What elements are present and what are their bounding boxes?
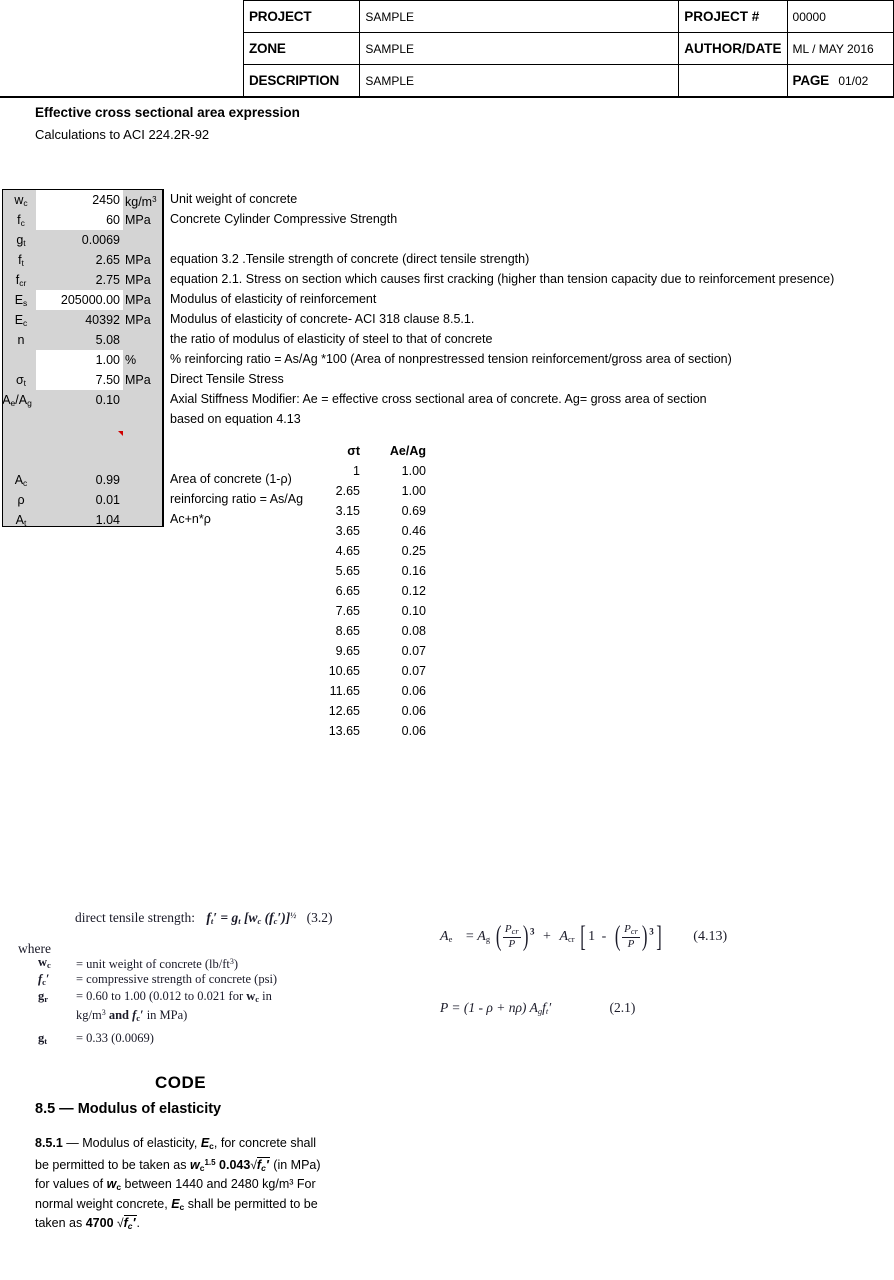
parameter-symbol: $w_c$ bbox=[14, 193, 28, 208]
parameter-description: reinforcing ratio = As/Ag bbox=[170, 492, 304, 506]
ae-ag-value-cell: 0.10 bbox=[401, 604, 426, 618]
ae-ag-value-cell: 0.07 bbox=[401, 644, 426, 658]
where-symbol-wc: $w_c$ bbox=[38, 955, 51, 970]
ae-ag-value-cell: 0.06 bbox=[401, 724, 426, 738]
equation-3-2-body: $f_t' = g_t$ [$w_c$ $(f_c')]^{\frac{1}{2}}$ bbox=[206, 910, 297, 926]
parameter-description: the ratio of modulus of elasticity of steel to that of concrete bbox=[170, 332, 493, 346]
where-text-gr: = 0.60 to 1.00 (0.012 to 0.021 for $w_c$ in bbox=[76, 989, 272, 1004]
parameter-unit: $kg/m^3$ bbox=[125, 195, 157, 209]
parameter-description: % reinforcing ratio = As/Ag *100 (Area of nonprestressed tension reinforcement/gross area of section) bbox=[170, 352, 732, 366]
where-row bbox=[30, 955, 277, 972]
title-block-value-zone[interactable]: SAMPLE bbox=[360, 33, 679, 65]
parameter-description: Ac+n*ρ bbox=[170, 512, 211, 526]
code-clause-number: 8.5.1 bbox=[35, 1136, 63, 1150]
sigma-column-header: σt bbox=[347, 444, 360, 458]
equation-2-1 bbox=[440, 1000, 635, 1016]
where-symbol-gt: $g_t$ bbox=[38, 1031, 48, 1046]
parameter-value[interactable]: 2450 bbox=[92, 193, 120, 207]
equation-4-13: $A_e = A_g$ ( $\frac{P_{cr}}{P}$ ) $^3 + A_{cr}$ [ 1 - ( $\frac{P_{cr}}{P}$ ) $^3$] (4.13) bbox=[440, 920, 728, 953]
title-block-value-description[interactable]: SAMPLE bbox=[360, 65, 679, 97]
sigma-value-cell: 6.65 bbox=[335, 584, 360, 598]
code-section-heading: 8.5 — Modulus of elasticity bbox=[35, 1101, 222, 1117]
where-symbol-fc: $f_c'$ bbox=[38, 972, 50, 987]
where-text-gr-cont: $kg/m^3$ and $f_c'$ in MPa) bbox=[76, 1008, 188, 1023]
parameter-symbol: $f_{cr}$ bbox=[15, 273, 27, 288]
parameter-description: Area of concrete (1-ρ) bbox=[170, 472, 292, 486]
equation-4-13-number: (4.13) bbox=[693, 929, 728, 945]
code-title: CODE bbox=[155, 1073, 207, 1092]
equation-2-1-body: P = (1 - ρ + nρ) $A_gf_t'$ bbox=[440, 1000, 552, 1016]
title-block-label-zone: ZONE bbox=[244, 33, 360, 65]
parameter-description: Axial Stiffness Modifier: Ae = effective cross sectional area of concrete. Ag= gross area of section bbox=[170, 392, 707, 406]
parameter-description: based on equation 4.13 bbox=[170, 412, 301, 426]
parameter-symbol: $E_c$ bbox=[14, 313, 28, 328]
parameter-value: 5.08 bbox=[95, 333, 120, 347]
parameter-row bbox=[3, 390, 164, 410]
where-text-gt: = 0.33 (0.0069) bbox=[76, 1031, 154, 1045]
page-subtitle: Calculations to ACI 224.2R-92 bbox=[35, 127, 210, 142]
title-block-page[interactable]: PAGE 01/02 bbox=[787, 65, 893, 97]
parameter-grid bbox=[2, 189, 163, 527]
equation-3-2 bbox=[75, 910, 332, 926]
sigma-value-cell: 11.65 bbox=[329, 684, 360, 698]
parameter-unit: MPa bbox=[125, 253, 151, 267]
sigma-value-cell: 13.65 bbox=[328, 724, 360, 738]
where-row bbox=[30, 972, 277, 989]
parameter-row bbox=[3, 370, 164, 390]
parameter-description: Direct Tensile Stress bbox=[170, 372, 284, 386]
sigma-value-cell: 8.65 bbox=[335, 624, 360, 638]
ae-ag-value-cell: 1.00 bbox=[401, 464, 426, 478]
ae-ag-value-cell: 1.00 bbox=[401, 484, 426, 498]
description-column bbox=[163, 189, 894, 527]
ae-ag-value-cell: 0.16 bbox=[401, 564, 426, 578]
title-block-spacer bbox=[679, 65, 787, 97]
sigma-value-cell: 9.65 bbox=[335, 644, 360, 658]
sigma-value-cell: 7.65 bbox=[335, 604, 360, 618]
where-list bbox=[30, 955, 277, 1048]
parameter-unit: MPa bbox=[125, 313, 151, 327]
parameter-row bbox=[3, 410, 164, 430]
sigma-value-cell: 3.65 bbox=[335, 524, 360, 538]
parameter-value: 2.65 bbox=[95, 253, 120, 267]
title-block-row-project bbox=[244, 1, 894, 33]
where-row bbox=[30, 1031, 277, 1048]
parameter-unit: MPa bbox=[125, 273, 151, 287]
parameter-unit: MPa bbox=[125, 373, 151, 387]
parameter-row bbox=[3, 270, 164, 290]
ae-ag-value-cell: 0.06 bbox=[401, 704, 426, 718]
title-block-label-author-date: AUTHOR/DATE bbox=[679, 33, 787, 65]
parameter-value: 0.99 bbox=[95, 473, 120, 487]
sigma-value-cell: 12.65 bbox=[328, 704, 360, 718]
parameter-value: 0.0069 bbox=[81, 233, 120, 247]
equation-2-1-number: (2.1) bbox=[609, 1000, 636, 1015]
sigma-value-cell: 5.65 bbox=[335, 564, 360, 578]
where-row bbox=[30, 989, 277, 1006]
sigma-value-cell: 1 bbox=[353, 464, 360, 478]
parameter-unit: % bbox=[125, 353, 137, 367]
parameter-value: 0.10 bbox=[95, 393, 120, 407]
parameter-value: 1.04 bbox=[95, 513, 120, 527]
ae-ag-value-cell: 0.46 bbox=[401, 524, 426, 538]
title-block bbox=[243, 0, 894, 97]
title-block-label-project: PROJECT bbox=[244, 1, 360, 33]
parameter-symbol: $E_s$ bbox=[14, 293, 28, 308]
title-block-value-project-no[interactable]: 00000 bbox=[787, 1, 893, 33]
parameter-row bbox=[3, 330, 164, 350]
parameter-row bbox=[3, 430, 164, 450]
where-label: where bbox=[18, 941, 51, 956]
title-block-value-author-date[interactable]: ML / MAY 2016 bbox=[787, 33, 893, 65]
ae-ag-value-cell: 0.08 bbox=[401, 624, 426, 638]
sqrt-fc-icon: $√f_c'$ bbox=[250, 1157, 269, 1173]
parameter-row bbox=[3, 490, 164, 510]
equation-3-2-number: (3.2) bbox=[306, 910, 333, 925]
title-block-row-description bbox=[244, 65, 894, 97]
ae-ag-value-cell: 0.07 bbox=[401, 664, 426, 678]
parameter-row bbox=[3, 230, 164, 250]
ae-ag-value-cell: 0.69 bbox=[401, 504, 426, 518]
parameter-unit: MPa bbox=[125, 213, 151, 227]
header-divider bbox=[0, 96, 894, 98]
parameter-symbol: $A_c$ bbox=[14, 473, 28, 488]
sigma-value-cell: 4.65 bbox=[335, 544, 360, 558]
sigma-value-cell: 2.65 bbox=[335, 484, 360, 498]
parameter-symbol: ρ bbox=[17, 493, 25, 507]
parameter-description: equation 2.1. Stress on section which causes first cracking (higher than tension capacity due to reinforcement presence) bbox=[170, 272, 835, 286]
parameter-description: Modulus of elasticity of reinforcement bbox=[170, 292, 377, 306]
parameter-row bbox=[3, 470, 164, 490]
parameter-symbol: $A_t$ bbox=[15, 513, 27, 528]
parameter-unit: MPa bbox=[125, 293, 151, 307]
where-symbol-gr: $g_r$ bbox=[38, 989, 49, 1004]
parameter-row bbox=[3, 350, 164, 370]
parameter-value[interactable]: 7.50 bbox=[95, 373, 120, 387]
parameter-symbol: n bbox=[17, 333, 25, 347]
parameter-row bbox=[3, 190, 164, 210]
title-block-label-project-no: PROJECT # bbox=[679, 1, 787, 33]
parameter-row bbox=[3, 310, 164, 330]
parameter-symbol: $A_e/A_g$ bbox=[2, 393, 32, 408]
parameter-value: 0.01 bbox=[95, 493, 120, 507]
ae-ag-value-cell: 0.12 bbox=[401, 584, 426, 598]
sqrt-fc-icon-2: $√f_c'$ bbox=[117, 1216, 136, 1231]
parameter-value[interactable]: 60 bbox=[106, 213, 120, 227]
ae-ag-value-cell: 0.06 bbox=[401, 684, 426, 698]
parameter-symbol: $f_c$ bbox=[17, 213, 25, 228]
sigma-value-cell: 10.65 bbox=[328, 664, 360, 678]
parameter-value: 40392 bbox=[85, 313, 120, 327]
parameter-symbol: $f_t$ bbox=[18, 253, 24, 268]
where-text-fc: = compressive strength of concrete (psi) bbox=[76, 972, 278, 986]
parameter-value: 2.75 bbox=[95, 273, 120, 287]
parameter-description: Unit weight of concrete bbox=[170, 192, 298, 206]
code-section-body: 8.5.1 — Modulus of elasticity, $E_c$, for concrete shall be permitted to be taken as $w_c^{1.5}$ $0.043√f_c'$ (in MPa) for values of $w_c$ between 1440 and 2480 kg/m³ For normal weight concrete, $E_c$ shall be permitted to be taken as 4700 $√f_c'$. bbox=[35, 1135, 325, 1235]
parameter-row bbox=[3, 250, 164, 270]
title-block-value-project[interactable]: SAMPLE bbox=[360, 1, 679, 33]
title-block-label-description: DESCRIPTION bbox=[244, 65, 360, 97]
where-text-wc: = unit weight of concrete $(lb/ft^3)$ bbox=[76, 957, 239, 971]
parameter-symbol: $\sigma_t$ bbox=[15, 373, 27, 388]
page-title: Effective cross sectional area expression bbox=[35, 105, 300, 120]
parameter-symbol: $g_t$ bbox=[16, 233, 26, 248]
parameter-row bbox=[3, 290, 164, 310]
equation-3-2-label: direct tensile strength: bbox=[75, 910, 195, 925]
ae-ag-column-header: Ae/Ag bbox=[389, 444, 426, 458]
parameter-row bbox=[3, 210, 164, 230]
parameter-row bbox=[3, 450, 164, 470]
ae-ag-value-cell: 0.25 bbox=[401, 544, 426, 558]
parameter-description: Concrete Cylinder Compressive Strength bbox=[170, 212, 398, 226]
parameter-value[interactable]: 1.00 bbox=[95, 353, 120, 367]
title-block-row-zone bbox=[244, 33, 894, 65]
parameter-row bbox=[3, 510, 164, 530]
parameter-value[interactable]: 205000.00 bbox=[60, 293, 120, 307]
parameter-description: Modulus of elasticity of concrete- ACI 318 clause 8.5.1. bbox=[170, 312, 475, 326]
parameter-description: equation 3.2 .Tensile strength of concrete (direct tensile strength) bbox=[170, 252, 530, 266]
sigma-value-cell: 3.15 bbox=[335, 504, 360, 518]
